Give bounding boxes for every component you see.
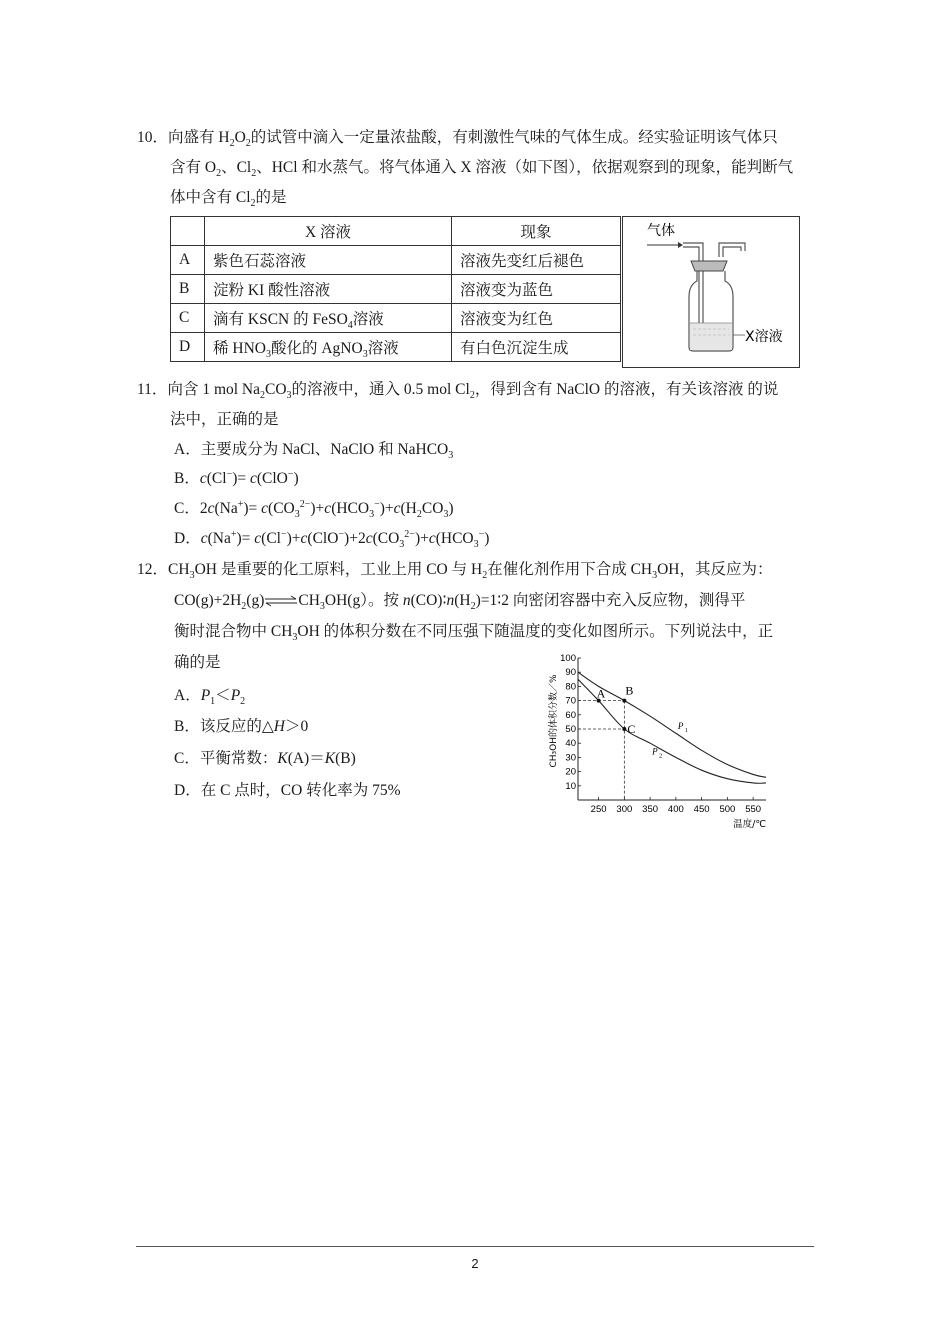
row-label: A: [171, 246, 205, 275]
q12-line-2: $CO(g)+2H_2(g)$ $CH_3OH(g)$。按 $n(CO)∶n(H_2)=1∶2$ 向密闭容器中充入反应物，测得平: [174, 592, 746, 613]
q10-text: 含有 O: [170, 159, 217, 176]
option-label: D．: [174, 530, 201, 547]
q11-line-2: 法中，正确的是: [170, 411, 279, 428]
y-tick-label: 50: [565, 724, 576, 735]
series-label-p2-sub: 2: [659, 753, 663, 760]
option-text: (B): [335, 750, 356, 767]
q11-option-b: B．c(Cl−)= c(ClO−): [174, 468, 299, 487]
y-axis-label: CH₃OH的体积分数／%: [549, 674, 559, 768]
y-tick-label: 40: [565, 738, 576, 750]
table-header-row: [171, 217, 621, 246]
row-solution: 淀粉 KI 酸性溶液: [205, 275, 452, 304]
q10-options-table: [170, 216, 621, 362]
x-tick-label: 550: [745, 804, 762, 815]
point-label-b: B: [625, 683, 634, 698]
q10-text: 体中含有 Cl: [170, 189, 251, 206]
q12-line-4: 确的是: [174, 654, 221, 671]
point-b: [622, 699, 626, 703]
option-text: C．平衡常数：: [174, 750, 278, 767]
row-label: D: [171, 333, 205, 362]
y-tick-label: 30: [565, 752, 576, 764]
solution-text: 稀 HNO: [213, 340, 266, 357]
page-number: 2: [471, 1256, 479, 1271]
option-text: B．该反应的△: [174, 718, 274, 735]
y-tick-label: 100: [560, 653, 576, 664]
methanol-volume-fraction-chart: [540, 650, 780, 832]
q11-number: 11．: [137, 381, 168, 398]
gas-bottle-illustration: [623, 217, 799, 367]
q12-text: 衡时混合物中 CH: [174, 623, 293, 640]
gas-washing-bottle-figure: [622, 216, 800, 368]
row-phenomenon: 溶液先变红后褪色: [452, 246, 621, 275]
q12-text: (g): [246, 592, 265, 609]
q12-text: (CO)∶: [410, 592, 447, 609]
row-solution: 滴有 KSCN 的 FeSO$_4$溶液: [205, 304, 452, 333]
q10-line-2: 含有 $O_2$、$Cl_2$、HCl 和水蒸气。将气体通入 X 溶液（如下图），依据观察到的现象，能判断气: [170, 159, 794, 180]
row-phenomenon: 溶液变为蓝色: [452, 275, 621, 304]
q12-text: )=1∶2 向密闭容器中充入反应物，测得平: [475, 592, 746, 609]
q11-text: ，得到含有 NaClO 的溶液，有关该溶液 的说: [474, 381, 779, 398]
footer-divider: [136, 1246, 814, 1247]
option-label: A．: [174, 687, 201, 704]
option-label: C．2: [174, 500, 208, 517]
series-line-p1: [578, 672, 766, 777]
q12-text: OH(g）。按: [324, 592, 403, 609]
q12-text: CH: [298, 592, 320, 609]
q12-option-a: A．$P_1<P_2$: [174, 687, 246, 708]
row-label: C: [171, 304, 205, 333]
point-label-a: A: [596, 686, 606, 701]
x-tick-label: 350: [642, 804, 659, 815]
q11-option-d: D．$c(Na^+)= c(Cl^-)+c(ClO^-)+2c(CO_3^{2-})+c(HCO_3^-)$: [174, 528, 490, 551]
q10-text: 向盛有 H: [168, 129, 230, 146]
q11-text: 向含 1 mol Na: [167, 381, 260, 398]
x-tick-label: 300: [616, 804, 633, 815]
option-text: (A)＝: [287, 750, 325, 767]
q11-option-a: A．主要成分为 NaCl、NaClO 和 NaHCO$_3$: [174, 441, 454, 462]
q12-line-3: 衡时混合物中 $CH_3OH$ 的体积分数在不同压强下随温度的变化如图所示。下列说法中，正: [174, 623, 774, 644]
x-tick-label: 250: [590, 804, 607, 815]
table-row: [171, 246, 621, 275]
header-phenomenon: 现象: [452, 217, 621, 246]
row-phenomenon: 有白色沉淀生成: [452, 333, 621, 362]
table-row: [171, 304, 621, 333]
series-label-p1: P: [677, 721, 684, 732]
x-axis-label: 温度/℃: [733, 819, 766, 830]
option-label: B．: [174, 470, 200, 487]
q12-line-1: 12．$CH_3OH$ 是重要的化工原料，工业上用 CO 与 $H_2$在催化剂作用下合成 $CH_3OH$，其反应为：: [137, 561, 773, 582]
point-label-c: C: [627, 722, 636, 736]
q11-option-c: C．$2c(Na^+)= c(CO_3^{2-})+c(HCO_3^-)+c(H_2CO_3)$: [174, 498, 454, 521]
table-row: [171, 333, 621, 362]
q10-text: O: [234, 129, 246, 146]
q10-text: 的是: [255, 189, 287, 206]
y-tick-label: 60: [565, 709, 576, 721]
x-tick-label: 400: [667, 804, 684, 815]
q10-number: 10．: [137, 129, 169, 146]
x-tick-label: 450: [693, 804, 710, 815]
q12-option-b: B．该反应的△H＞0: [174, 718, 309, 735]
q12-option-d: D．在 C 点时，CO 转化率为 75%: [174, 782, 401, 799]
gas-label: 气体: [647, 223, 675, 239]
row-solution: 紫色石蕊溶液: [205, 246, 452, 275]
option-text: A．主要成分为 NaCl、NaClO 和 NaHCO: [174, 441, 449, 458]
q10-line-1: 10．向盛有 $H_2O_2$的试管中滴入一定量浓盐酸，有刺激性气味的气体生成。经实验证明该气体只: [137, 129, 778, 150]
row-label: B: [171, 275, 205, 304]
series-label-p1-sub: 1: [684, 728, 688, 735]
y-tick-label: 90: [565, 667, 576, 679]
table-row: [171, 275, 621, 304]
row-solution: 稀 $HNO_3$酸化的 AgNO$_3$溶液: [205, 333, 452, 362]
q12-text: CH: [168, 561, 190, 578]
solution-text: 溶液: [367, 340, 399, 357]
q10-text: 、Cl: [221, 159, 252, 176]
q12-text: OH 是重要的化工原料，工业上用 CO 与 H: [194, 561, 483, 578]
gas-arrow-head: [678, 242, 683, 248]
y-tick-label: 70: [565, 695, 576, 707]
q11-line-1: 11．向含 1 mol $Na_2CO_3$的溶液中，通入 0.5 mol $Cl_2$，得到含有 NaClO 的溶液，有关该溶液 的说: [137, 381, 779, 402]
series-label-p2: P: [652, 746, 658, 757]
q12-text: OH，其反应为：: [657, 561, 773, 578]
q12-option-c: C．平衡常数：K(A)＝K(B): [174, 750, 356, 767]
solution-text: 酸化的 AgNO: [270, 340, 363, 357]
y-tick-label: 20: [565, 766, 576, 778]
header-x-solution: X 溶液: [205, 217, 452, 246]
q11-text: CO: [265, 381, 287, 398]
q12-number: 12．: [137, 561, 169, 578]
y-tick-label: 10: [565, 780, 576, 792]
x-tick-label: 500: [719, 804, 736, 815]
stopper: [691, 261, 727, 271]
q12-text: 在催化剂作用下合成 CH: [487, 561, 653, 578]
liquid: [690, 323, 732, 350]
point-c: [622, 727, 626, 731]
q12-text: CO(g)+2H: [174, 592, 242, 609]
x-solution-label: X溶液: [745, 329, 783, 345]
q10-line-3: 体中含有 $Cl_2$的是: [170, 189, 287, 210]
q11-text: 的溶液中，通入 0.5 mol Cl: [291, 381, 470, 398]
row-phenomenon: 溶液变为红色: [452, 304, 621, 333]
outlet-tube: [719, 243, 745, 257]
q12-text: (H: [454, 592, 471, 609]
option-text: ＞0: [284, 718, 309, 735]
equilibrium-arrows-icon: [264, 595, 298, 607]
y-tick-label: 80: [565, 681, 576, 693]
q10-text: 的试管中滴入一定量浓盐酸，有刺激性气味的气体生成。经实验证明该气体只: [250, 129, 778, 146]
solution-text: 滴有 KSCN 的 FeSO: [213, 311, 348, 328]
q12-text: OH 的体积分数在不同压强下随温度的变化如图所示。下列说法中，正: [297, 623, 774, 640]
q10-text: 、HCl 和水蒸气。将气体通入 X 溶液（如下图），依据观察到的现象，能判断气: [256, 159, 794, 176]
solution-text: 溶液: [352, 311, 384, 328]
